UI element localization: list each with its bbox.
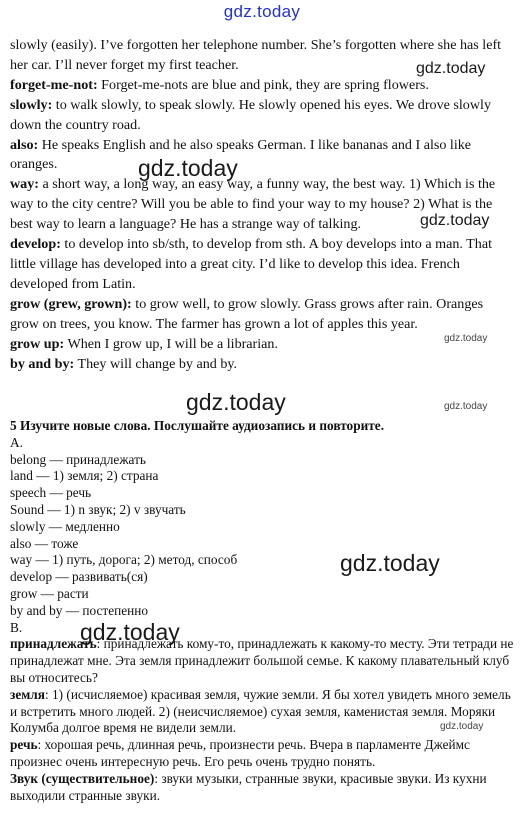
entry-develop: develop: to develop into sb/sth, to develop from sth. A boy develops into a man. That little village has developed into a great city. I’d like to develop this idea. French developed from Latin.	[10, 236, 493, 292]
vocab-item: land — 1) земля; 2) страна	[10, 468, 159, 484]
part-b-label: B.	[10, 619, 23, 635]
watermark: gdz.today	[80, 619, 180, 645]
vocab-item: develop — развивать(ся)	[10, 569, 148, 585]
entry-term: forget-me-not:	[10, 76, 98, 93]
entry-slowly: slowly: to walk slowly, to speak slowly. He slowly opened his eyes. We drove slowly down the country road.	[10, 96, 491, 133]
definition-term: речь	[10, 737, 38, 753]
entry-forget-me-not: forget-me-not: Forget-me-nots are blue and pink, they are spring flowers.	[10, 76, 429, 93]
definition-term: Звук (существительное)	[10, 770, 155, 786]
entry-way: way: a short way, a long way, an easy way, a funny way, the best way. 1) Which is the way to the city centre? Will you be able to find your way to my house? 2) What is the best way to learn a language? He has a strange way of talking.	[10, 176, 496, 233]
watermark: gdz.today	[444, 401, 488, 412]
watermark: gdz.today	[444, 333, 488, 344]
watermark: gdz.today	[340, 550, 440, 576]
entry-term: also:	[10, 136, 39, 153]
vocab-item: belong — принадлежать	[10, 451, 146, 467]
entry-continued: slowly (easily). I’ve forgotten her telephone number. She’s forgotten where she has left her car. I’ll never forget my first teacher.	[10, 37, 502, 73]
definition-entry: речь: хорошая речь, длинная речь, произнести речь. Вчера в парламенте Джеймс произнес очень интересную речь. Его речь очень трудно понять.	[10, 737, 470, 769]
vocab-item: also — тоже	[10, 535, 79, 551]
entry-term: slowly:	[10, 96, 53, 113]
entry-term: grow up:	[10, 335, 65, 352]
watermark: gdz.today	[186, 389, 286, 415]
task-section	[10, 418, 514, 804]
vocab-item: grow — расти	[10, 585, 89, 601]
definition-term: принадлежать	[10, 636, 97, 652]
entry-by-and-by: by and by: They will change by and by.	[10, 355, 238, 372]
watermark: gdz.today	[440, 721, 484, 732]
vocab-item: way — 1) путь, дорога; 2) метод, способ	[10, 552, 238, 568]
site-header[interactable]: gdz.today	[223, 2, 301, 21]
watermark: gdz.today	[420, 212, 490, 229]
definition-term: земля	[10, 686, 45, 702]
vocab-item: speech — речь	[10, 485, 92, 501]
english-examples	[10, 36, 514, 374]
watermark: gdz.today	[416, 60, 486, 77]
entry-grow: grow (grew, grown): to grow well, to grow slowly. Grass grows after rain. Oranges grow on trees, you know. The farmer has grown a lot of apples this year.	[10, 295, 484, 332]
entry-term: way:	[10, 176, 39, 193]
entry-term: by and by:	[10, 355, 75, 372]
definition-entry: Звук (существительное): звуки музыки, странные звуки, красивые звуки. Из кухни выходили странные звуки.	[10, 770, 487, 803]
entry-grow-up: grow up: When I grow up, I will be a librarian.	[10, 335, 278, 352]
entry-term: grow (grew, grown):	[10, 295, 132, 312]
part-a-label: A.	[10, 434, 23, 450]
task-heading: 5 Изучите новые слова. Послушайте аудиозапись и повторите.	[10, 418, 385, 433]
definition-entry: принадлежать: принадлежать кому-то, принадлежать к какому-то месту. Эти тетради не принадлежат мне. Эта земля принадлежит большой семье. К какому плавательный клуб вы относитесь?	[10, 636, 514, 685]
definition-entry: земля: 1) (исчисляемое) красивая земля, чужие земли. Я бы хотел увидеть много земель и встретить много людей. 2) (неисчисляемое) сухая земля, каменистая земля. Моряки Колумба долгое время не видели земли.	[10, 686, 511, 736]
vocab-item: slowly — медленно	[10, 518, 120, 534]
vocab-item: by and by — постепенно	[10, 602, 148, 618]
vocab-item: Sound — 1) n звук; 2) v звучать	[10, 501, 186, 517]
entry-also: also: He speaks English and he also speaks German. I like bananas and I also like oranges.	[10, 136, 472, 173]
watermark: gdz.today	[138, 155, 238, 181]
entry-term: develop:	[10, 236, 61, 253]
